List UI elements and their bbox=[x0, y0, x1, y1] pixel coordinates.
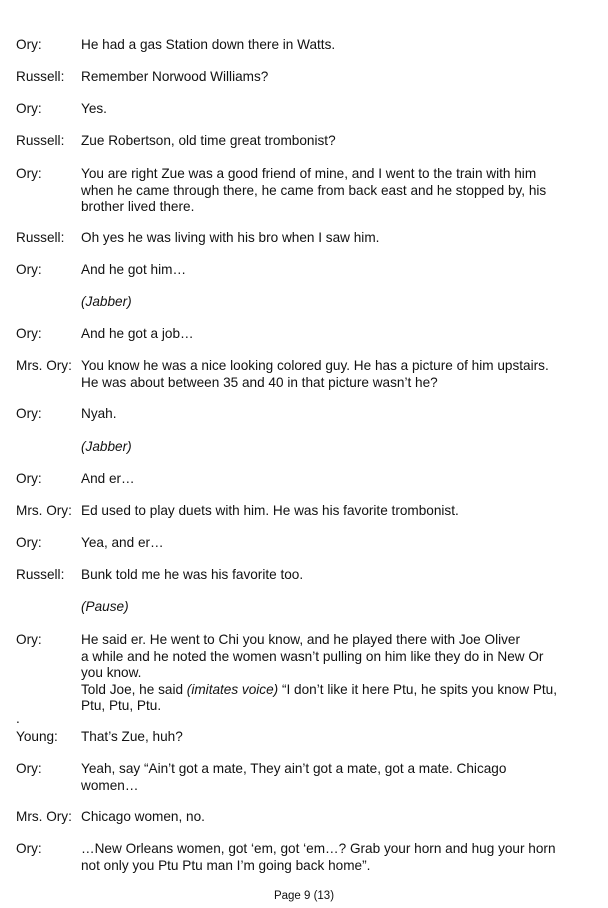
utterance-line: He said er. He went to Chi you know, and he played there with Joe Oliver bbox=[81, 632, 521, 647]
speaker-label: Ory: bbox=[16, 761, 42, 776]
utterance bbox=[81, 326, 591, 343]
utterance bbox=[81, 358, 591, 391]
utterance-line: Yes. bbox=[81, 101, 107, 116]
utterance-line: (Pause) bbox=[81, 599, 129, 614]
utterance bbox=[81, 503, 591, 520]
speaker-label: Ory: bbox=[16, 841, 42, 856]
speaker-label: Ory: bbox=[16, 326, 42, 341]
utterance bbox=[81, 262, 591, 279]
stage-direction bbox=[81, 599, 591, 616]
utterance-line: You know he was a nice looking colored guy. He has a picture of him upstairs. bbox=[81, 358, 549, 373]
utterance-line: Remember Norwood Williams? bbox=[81, 69, 269, 84]
stage-direction bbox=[81, 439, 591, 456]
utterance bbox=[81, 632, 591, 715]
utterance-fragment: “I don’t like it here Ptu, he spits you know Ptu, bbox=[278, 681, 558, 697]
utterance bbox=[81, 567, 591, 584]
speaker-label: Ory: bbox=[16, 166, 42, 181]
speaker-label: Russell: bbox=[16, 69, 65, 84]
utterance-line: Yea, and er… bbox=[81, 535, 164, 550]
speaker-label: Russell: bbox=[16, 567, 65, 582]
speaker-label: Russell: bbox=[16, 133, 65, 148]
utterance-line: You are right Zue was a good friend of mine, and I went to the train with him bbox=[81, 166, 537, 181]
utterance-line: That’s Zue, huh? bbox=[81, 729, 183, 744]
utterance-line: a while and he noted the women wasn’t pulling on him like they do in New Or bbox=[81, 648, 544, 664]
utterance-line: when he came through there, he came from back east and he stopped by, his bbox=[81, 182, 547, 198]
utterance bbox=[81, 406, 591, 423]
utterance bbox=[81, 37, 591, 54]
utterance-line bbox=[81, 682, 591, 699]
utterance bbox=[81, 133, 591, 150]
utterance bbox=[81, 166, 591, 216]
utterance bbox=[81, 101, 591, 118]
utterance-line: (Jabber) bbox=[81, 439, 132, 454]
utterance-line: Chicago women, no. bbox=[81, 809, 205, 824]
utterance bbox=[81, 535, 591, 552]
utterance bbox=[81, 69, 591, 86]
utterance-line: …New Orleans women, got ‘em, got ‘em…? Grab your horn and hug your horn bbox=[81, 841, 556, 856]
utterance-line: And er… bbox=[81, 471, 135, 486]
utterance-line: brother lived there. bbox=[81, 199, 195, 214]
utterance bbox=[81, 230, 591, 247]
speaker-label: Ory: bbox=[16, 406, 42, 421]
speaker-label: Mrs. Ory: bbox=[16, 358, 72, 373]
speaker-label: Mrs. Ory: bbox=[16, 809, 72, 824]
stray-mark: . bbox=[16, 711, 20, 726]
speaker-label: Ory: bbox=[16, 101, 42, 116]
utterance-line: Ed used to play duets with him. He was his favorite trombonist. bbox=[81, 503, 459, 518]
speaker-label: Ory: bbox=[16, 37, 42, 52]
speaker-label: Ory: bbox=[16, 262, 42, 277]
utterance-line: Zue Robertson, old time great trombonist? bbox=[81, 133, 336, 148]
utterance-line: Ptu, Ptu, Ptu. bbox=[81, 698, 162, 713]
utterance-line: He had a gas Station down there in Watts. bbox=[81, 37, 336, 52]
utterance-line: Nyah. bbox=[81, 406, 117, 421]
stage-direction bbox=[81, 294, 591, 311]
utterance-fragment: Told Joe, he said bbox=[81, 681, 187, 697]
utterance bbox=[81, 761, 591, 794]
utterance-line: women… bbox=[81, 777, 139, 793]
utterance-line: Bunk told me he was his favorite too. bbox=[81, 567, 304, 582]
utterance-line: Oh yes he was living with his bro when I saw him. bbox=[81, 230, 380, 245]
utterance-line: He was about between 35 and 40 in that picture wasn’t he? bbox=[81, 374, 438, 390]
utterance bbox=[81, 471, 591, 488]
utterance-line: you know. bbox=[81, 665, 142, 680]
speaker-label: Young: bbox=[16, 729, 58, 744]
utterance-line: And he got him… bbox=[81, 262, 187, 277]
utterance-line: not only you Ptu Ptu man I’m going back home”. bbox=[81, 857, 371, 873]
utterance-line: Yeah, say “Ain’t got a mate, They ain’t got a mate, got a mate. Chicago bbox=[81, 761, 507, 776]
utterance bbox=[81, 841, 591, 874]
stage-direction-inline: (imitates voice) bbox=[186, 681, 279, 697]
utterance-line: (Jabber) bbox=[81, 294, 132, 309]
utterance bbox=[81, 729, 591, 746]
utterance bbox=[81, 809, 591, 826]
utterance-line: And he got a job… bbox=[81, 326, 194, 341]
speaker-label: Ory: bbox=[16, 535, 42, 550]
speaker-label: Ory: bbox=[16, 632, 42, 647]
speaker-label: Mrs. Ory: bbox=[16, 503, 72, 518]
speaker-label: Ory: bbox=[16, 471, 42, 486]
page-number: Page 9 (13) bbox=[273, 890, 335, 902]
speaker-label: Russell: bbox=[16, 230, 65, 245]
